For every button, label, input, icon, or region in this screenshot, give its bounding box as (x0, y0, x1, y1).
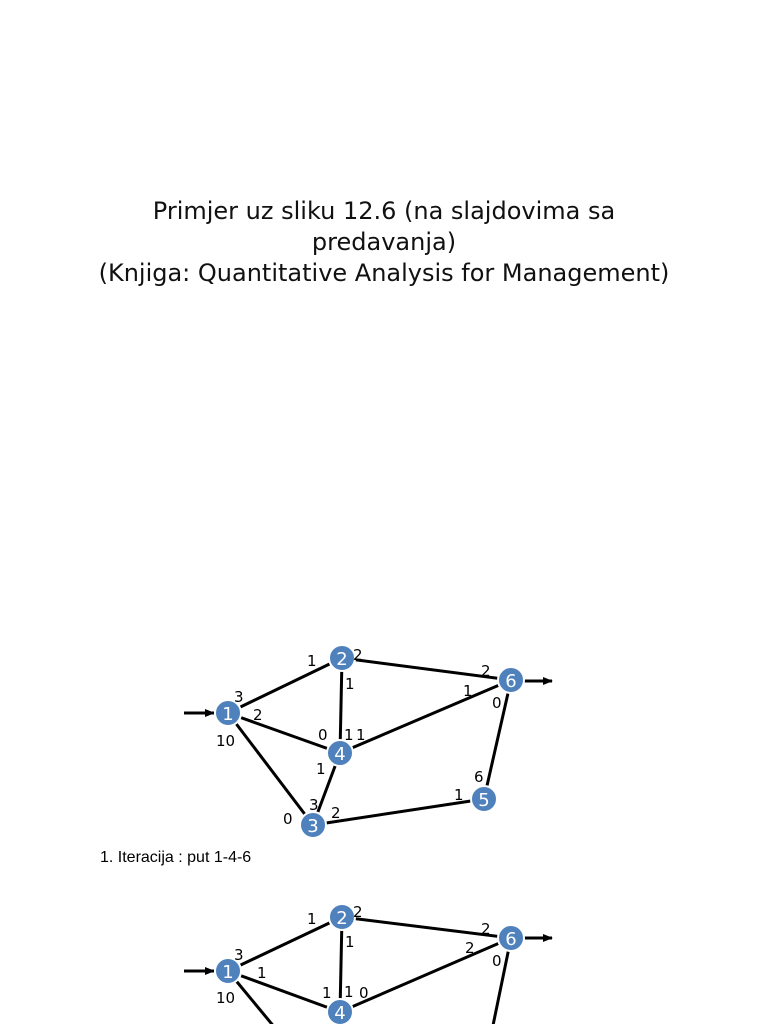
edge-label: 1 (356, 726, 366, 744)
node-4 (327, 999, 353, 1024)
edge-label: 10 (216, 989, 236, 1007)
node-label: 4 (334, 744, 346, 765)
network-1 (184, 645, 552, 838)
node-label: 4 (334, 1003, 346, 1024)
edge-label: 2 (331, 804, 341, 822)
node-label: 1 (222, 704, 234, 725)
node-2 (329, 645, 355, 671)
node-label: 6 (505, 929, 517, 950)
edge-label: 1 (322, 984, 332, 1002)
edge-label: 6 (474, 768, 484, 786)
edge-label: 0 (492, 952, 502, 970)
title-line-1: Primjer uz sliku 12.6 (na slajdovima sa (152, 197, 616, 225)
edge-label: 10 (216, 732, 236, 750)
edge-1-2 (228, 917, 342, 971)
edge-label: 1 (307, 910, 317, 928)
network-2 (184, 903, 552, 1024)
edge-label: 1 (345, 933, 355, 951)
edge-label: 0 (492, 694, 502, 712)
node-6 (498, 925, 524, 951)
edge-2-4 (340, 917, 342, 1012)
node-3 (300, 812, 326, 838)
edge-label: 3 (234, 946, 244, 964)
node-5 (471, 786, 497, 812)
edge-label: 3 (234, 688, 244, 706)
edge-label: 1 (463, 682, 473, 700)
edge-1-2 (228, 658, 342, 713)
node-label: 3 (307, 816, 319, 837)
edge-1-3 (228, 713, 313, 825)
edge-label: 0 (283, 810, 293, 828)
title-line-2: predavanja) (311, 228, 457, 256)
iteration-1-caption: 1. Iteracija : put 1-4-6 (100, 849, 252, 866)
node-label: 5 (478, 790, 490, 811)
node-label: 6 (505, 671, 517, 692)
edge-label: 3 (309, 796, 319, 814)
node-label: 1 (222, 962, 234, 983)
edge-label: 1 (257, 964, 267, 982)
edge-label: 2 (353, 903, 363, 921)
edge-label: 0 (359, 984, 369, 1002)
edge-label: 2 (353, 646, 363, 664)
edge-4-6 (340, 680, 511, 753)
edge-label: 1 (454, 786, 464, 804)
edge-label: 1 (344, 726, 354, 744)
edge-label: 2 (253, 706, 263, 724)
edge-label: 1 (345, 675, 355, 693)
node-2 (329, 904, 355, 930)
edge-label: 0 (318, 726, 328, 744)
node-6 (498, 667, 524, 693)
edge-label: 2 (481, 662, 491, 680)
node-label: 2 (336, 649, 348, 670)
edge-label: 2 (481, 920, 491, 938)
node-label: 2 (336, 908, 348, 929)
edge-label: 1 (307, 652, 317, 670)
edge-label: 1 (316, 760, 326, 778)
edge-label: 1 (344, 983, 354, 1001)
edge-label: 2 (465, 939, 475, 957)
edge-2-4 (340, 658, 342, 753)
title-line-3: (Knjiga: Quantitative Analysis for Management) (98, 259, 670, 287)
